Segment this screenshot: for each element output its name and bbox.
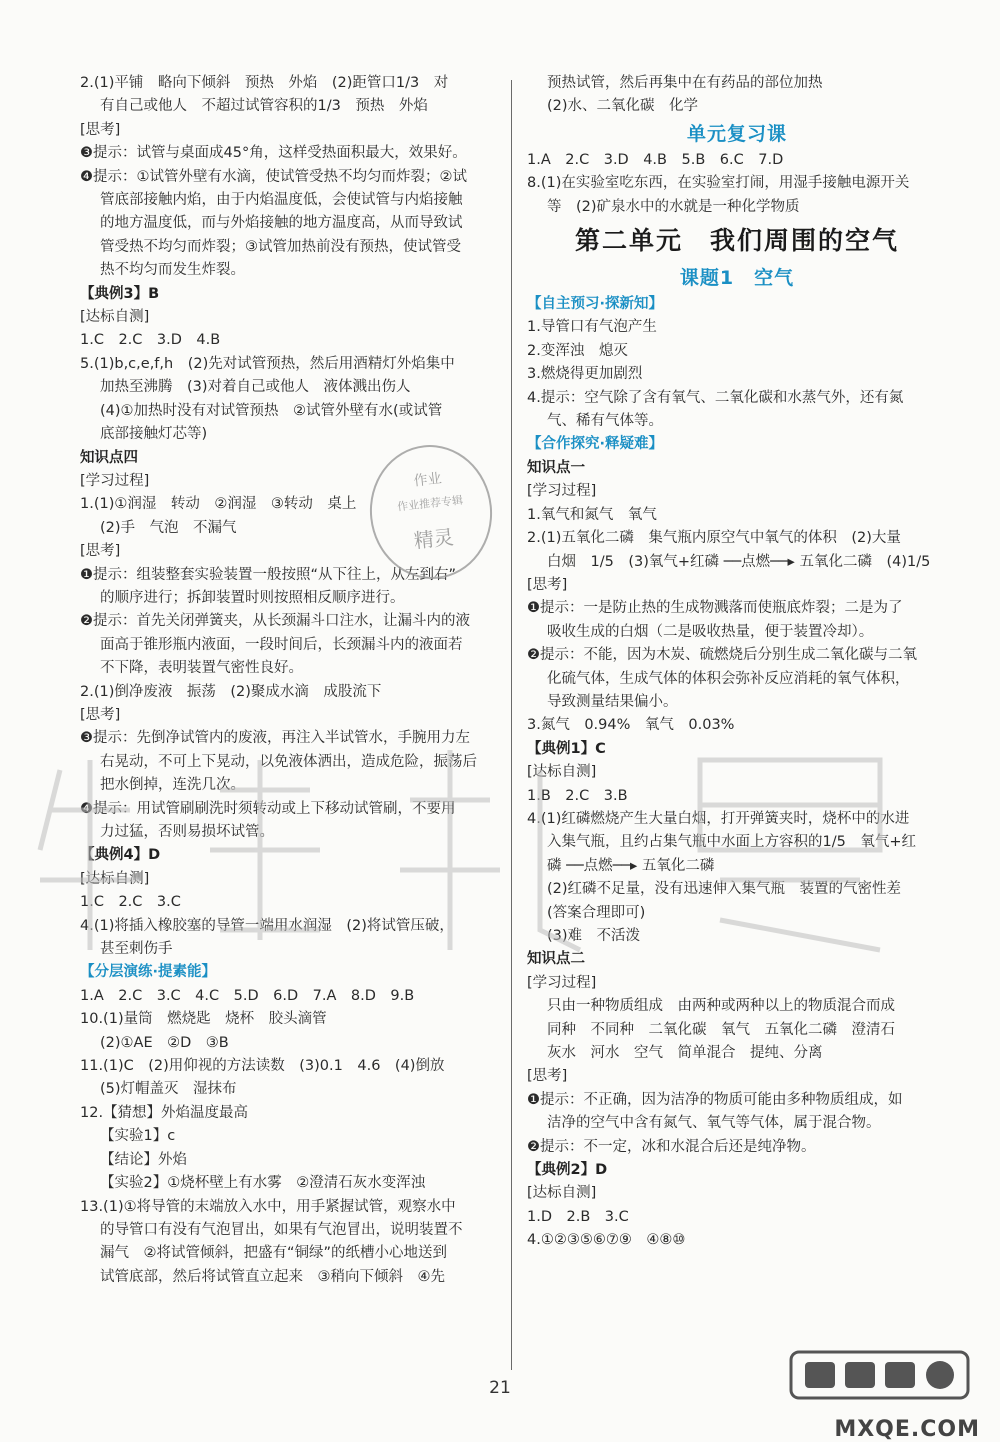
text-line: 【结论】外焰 (100, 1151, 187, 1168)
knowledge-point-heading: 知识点一 (527, 459, 585, 476)
stamp-line: 作业 (412, 470, 443, 490)
text-line: 有自己或他人 不超过试管容积的1/3 预热 外焰 (100, 98, 428, 115)
text-line: (2)红磷不足量，没有迅速伸入集气瓶 装置的气密性差 (547, 881, 902, 898)
text-line: ❶提示：一是防止热的生成物溅落而使瓶底炸裂；二是为了 (527, 600, 903, 617)
text-line: 入集气瓶，且约占集气瓶中水面上方容积的1/5 氧气+红 (547, 834, 916, 851)
text-line: 1.A 2.C 3.D 4.B 5.B 6.C 7.D (527, 151, 784, 168)
text-line: 12.【猜想】外焰温度最高 (80, 1104, 249, 1121)
text-line: (答案合理即可) (547, 904, 646, 921)
section-label: [达标自测] (527, 1185, 597, 1202)
unit-title: 第二单元 我们周围的空气 (574, 226, 899, 256)
text-line: 的导管口有没有气泡冒出，如果有气泡冒出，说明装置不 (100, 1221, 463, 1238)
text-line: 2.变浑浊 熄灭 (527, 342, 628, 359)
stamp-line: 精灵 (412, 524, 455, 553)
text-line: 【实验1】c (100, 1128, 176, 1145)
text-line: (2)①AE ②D ③B (100, 1034, 229, 1051)
text-line: ❷提示：首先关闭弹簧夹，从长颈漏斗口注水，让漏斗内的液 (80, 613, 470, 630)
text-line: 管受热不均匀而炸裂；③试管加热前没有预热，使试管受 (100, 238, 461, 255)
text-line: 右晃动，不可上下晃动，以免液体洒出，造成危险，振荡后 (100, 753, 477, 770)
text-line: 1.C 2.C 3.C (80, 894, 181, 911)
text-line: 4.①②③⑤⑥⑦⑨ ④⑧⑩ (527, 1232, 686, 1249)
section-label: [达标自测] (80, 870, 150, 887)
text-line: ❷提示：不一定，冰和水混合后还是纯净物。 (527, 1138, 816, 1155)
text-line: 1.D 2.B 3.C (527, 1208, 629, 1225)
text-line: 8.(1)在实验室吃东西，在实验室打闹，用湿手接触电源开关 (527, 175, 910, 192)
text-line: 5.(1)b,c,e,f,h (2)先对试管预热，然后用酒精灯外焰集中 (80, 355, 455, 372)
text-line: 面高于锥形瓶内液面，一段时间后，长颈漏斗内的液面若 (100, 636, 463, 653)
text-line: 试管底部，然后将试管直立起来 ③稍向下倾斜 ④先 (100, 1268, 445, 1285)
text-line: 管底部接触内焰，由于内焰温度低，会使试管与内焰接触 (100, 192, 463, 209)
column-divider (511, 80, 512, 1370)
text-line: 洁净的空气中含有氮气、氧气等气体，属于混合物。 (547, 1115, 881, 1132)
text-line: 灰水 河水 空气 简单混合 提纯、分离 (547, 1045, 823, 1062)
section-label: [学习过程] (527, 974, 597, 991)
section-label: [思考] (80, 121, 121, 138)
example-label: 【典例2】D (527, 1162, 608, 1179)
stamp-line: 作业推荐专辑 (396, 493, 464, 514)
text-line: 1.氧气和氮气 氧气 (527, 506, 657, 523)
section-label: [学习过程] (527, 483, 597, 500)
text-line: 把水倒掉，连洗几次。 (100, 777, 245, 794)
text-line: 化硫气体，生成气体的体积会弥补反应消耗的氧气体积， (547, 670, 910, 687)
text-line: (2)手 气泡 不漏气 (100, 519, 237, 536)
text-line: (4)①加热时没有对试管预热 ②试管外壁有水(或试管 (100, 402, 443, 419)
lesson-title: 课题1 空气 (679, 267, 795, 290)
section-label: [达标自测] (80, 309, 150, 326)
page-number: 21 (489, 1378, 511, 1398)
text-line: ❶提示：组装整套实验装置一般按照“从下往上，从左到右” (80, 566, 457, 583)
text-line: ❸提示：先倒净试管内的废液，再注入半试管水，手腕用力左 (80, 730, 470, 747)
knowledge-point-heading: 知识点四 (80, 449, 138, 466)
text-line: 11.(1)C (2)用仰视的方法读数 (3)0.1 4.6 (4)倒放 (80, 1058, 445, 1075)
text-line: 2.(1)平铺 略向下倾斜 预热 外焰 (2)距管口1/3 对 (80, 75, 449, 91)
text-line: 1.C 2.C 3.D 4.B (80, 332, 221, 349)
section-label: [思考] (80, 706, 121, 723)
text-line: 甚至刺伤手 (100, 941, 173, 958)
text-line: 导致测量结果偏小。 (547, 693, 678, 710)
text-line: 2.(1)五氧化二磷 集气瓶内原空气中氧气的体积 (2)大量 (527, 530, 901, 547)
text-line: ❹提示：用试管刷刷洗时须转动或上下移动试管刷，不要用 (80, 800, 456, 817)
text-line: 热不均匀而发生炸裂。 (100, 262, 245, 279)
text-line: 1.(1)①润湿 转动 ②润湿 ③转动 桌上 (80, 496, 357, 513)
text-line: 加热至沸腾 (3)对着自己或他人 液体溅出伤人 (100, 379, 411, 396)
text-line: 1.B 2.C 3.B (527, 787, 628, 804)
text-line: 不下降，表明装置气密性良好。 (100, 660, 303, 677)
section-banner: 【合作探究·释疑难】 (527, 436, 664, 453)
text-line: 的顺序进行；拆卸装置时则按照相反顺序进行。 (100, 589, 405, 606)
text-line: 10.(1)量筒 燃烧匙 烧杯 胶头滴管 (80, 1011, 327, 1028)
text-line: 气、稀有气体等。 (547, 413, 663, 430)
text-line: ❸提示：试管与桌面成45°角，这样受热面积最大，效果好。 (80, 145, 467, 162)
unit-review-heading: 单元复习课 (686, 122, 787, 145)
text-line: 等 (2)矿泉水中的水就是一种化学物质 (547, 198, 800, 215)
text-line: 2.(1)倒净废液 振荡 (2)聚成水滴 成股流下 (80, 683, 382, 700)
text-line: 漏气 ②将试管倾斜，把盛有“铜绿”的纸槽小心地送到 (100, 1245, 448, 1262)
text-line: 4.(1)红磷燃烧产生大量白烟，打开弹簧夹时，烧杯中的水进 (527, 810, 910, 827)
example-label: 【典例4】D (80, 847, 161, 864)
text-line: ❷提示：不能，因为木炭、硫燃烧后分别生成二氧化碳与二氧 (527, 647, 917, 664)
knowledge-point-heading: 知识点二 (527, 951, 585, 968)
example-label: 【典例3】B (80, 285, 160, 302)
left-column (80, 72, 500, 1289)
right-column (527, 72, 947, 1253)
text-line: ❶提示：不正确，因为洁净的物质可能由多种物质组成，如 (527, 1091, 903, 1108)
text-line: (2)水、二氧化碳 化学 (547, 98, 699, 115)
text-line: 磷 ──点燃──▸ 五氧化二磷 (547, 857, 715, 874)
text-line: 只由一种物质组成 由两种或两种以上的物质混合而成 (547, 998, 895, 1015)
text-line: 3.氮气 0.94% 氧气 0.03% (527, 717, 735, 734)
text-line: 力过猛，否则易损坏试管。 (100, 824, 274, 840)
text-line: 底部接触灯芯等) (100, 426, 208, 443)
section-banner: 【分层演练·提素能】 (80, 964, 217, 981)
text-line: 3.燃烧得更加剧烈 (527, 366, 643, 383)
text-line: 1.导管口有气泡产生 (527, 319, 657, 336)
example-label: 【典例1】C (527, 740, 606, 757)
text-line: 1.A 2.C 3.C 4.C 5.D 6.D 7.A 8.D 9.B (80, 987, 415, 1004)
text-line: 13.(1)①将导管的末端放入水中，用手紧握试管，观察水中 (80, 1198, 456, 1215)
section-label: [学习过程] (80, 472, 150, 489)
section-label: [思考] (527, 1068, 568, 1085)
section-banner: 【自主预习·探新知】 (527, 296, 664, 313)
text-line: 白烟 1/5 (3)氧气+红磷 ──点燃──▸ 五氧化二磷 (4)1/5 (547, 553, 931, 570)
text-line: ❹提示：①试管外壁有水滴，使试管受热不均匀而炸裂；②试 (80, 168, 467, 185)
text-line: 同种 不同种 二氧化碳 氧气 五氧化二磷 澄清石 (547, 1021, 895, 1038)
section-label: [思考] (527, 576, 568, 593)
section-label: [思考] (80, 543, 121, 560)
text-line: 预热试管，然后再集中在有药品的部位加热 (547, 75, 823, 91)
text-line: (3)难 不活泼 (547, 928, 641, 944)
text-line: 的地方温度低，而与外焰接触的地方温度高，从而导致试 (100, 215, 463, 232)
text-line: 吸收生成的白烟（二是吸收热量，便于装置冷却）。 (547, 623, 874, 640)
text-line: 4.提示：空气除了含有氧气、二氧化碳和水蒸气外，还有氮 (527, 389, 904, 406)
text-line: (5)灯帽盖灭 湿抹布 (100, 1081, 237, 1098)
text-line: 4.(1)将插入橡胶塞的导管一端用水润湿 (2)将试管压破， (80, 917, 454, 934)
section-label: [达标自测] (527, 764, 597, 781)
logo-text: MXQE.COM (834, 1417, 980, 1442)
text-line: 【实验2】①烧杯壁上有水雾 ②澄清石灰水变浑浊 (100, 1175, 426, 1192)
